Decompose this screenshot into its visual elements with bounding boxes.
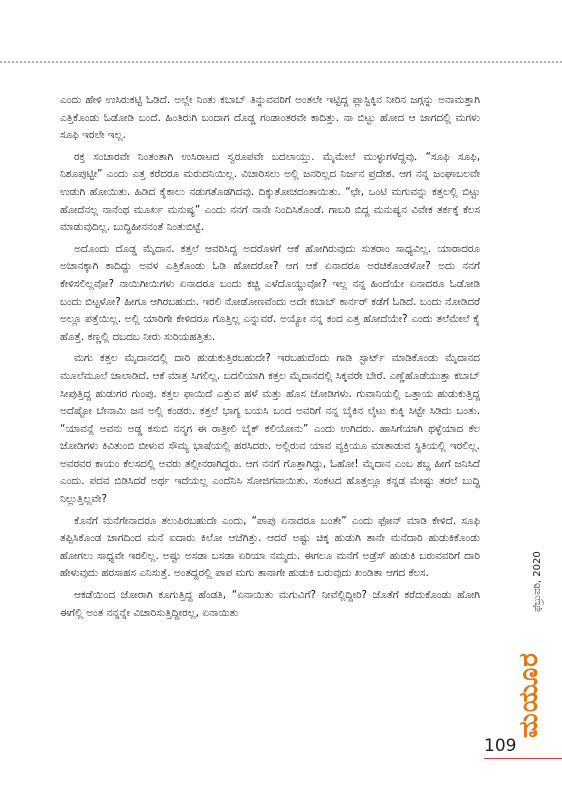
issue-date: ಫೆಬ್ರುವರಿ, 2020 — [532, 551, 543, 612]
paragraph: ರಕ್ತ ಸಂಚಾರವೇ ನಿಂತಂತಾಗಿ ಉಸಿರಾಟದ ಸ್ವರೂಪವೇ ಬದಲಾಯ್ತು. ಮೈಮೇಲೆ ಮುಳ್ಳುಗಳೆದ್ದವು. “ಸೂಫಿ ಸೂಫಿ, ನಿಶೂಪುಟ್ಟೀ” ಎಂದು ಎತ್ತ ಕರೆದರೂ ಮರುದನಿಯಿಲ್ಲ. ವಿಚಾರಿಸಲು ಅಲ್ಲಿ ಜನರಿಲ್ಲದ ನಿರ್ಜನ ಪ್ರದೇಶ. ಆಗ ನನ್ನ ಜಂಘಾಬಲವೇ ಉಡುಗಿ ಹೋಯಿತು. ಹಿಡಿದ ಕೈಕಾಲು ನಡುಗತೊಡಗಿದವು. ದಿಕ್ಕುತೋಚದಂತಾಯಿತು. “ಛೇ, ಒಂಟಿ ಮಗುವನ್ನು ಕತ್ತಲಲ್ಲಿ ಬಿಟ್ಟು ಹೋದೆನಲ್ಲ ನಾನೆಂಥ ಮೂರ್ಖ ಮನುಷ್ಯ” ಎಂದು ನನಗೆ ನಾನೇ ನಿಂದಿಸಿಕೊಂಡೆ. ಗಾಬರಿ ಬಿದ್ದ ಮನುಷ್ಯನ ವಿವೇಕ ತರ್ಕಕ್ಕೆ ಕೆಲಸ ಮಾಡುವುದಿಲ್ಲ. ಬುದ್ಧಿಹೀನನಂತೆ ನಿಂತುಬಿಟ್ಟೆ. — [60, 150, 480, 234]
page-number: 109 — [484, 736, 517, 756]
page-number-underline — [484, 758, 562, 759]
top-band — [0, 0, 562, 60]
paragraph: ಕೊನೆಗೆ ಮನೆಗೇನಾದರೂ ತಲುಪಿರಬಹುದೇ ಎಂದು, “ಪಾಪು ಏನಾದರೂ ಬಂತೇ” ಎಂದು ಫೋನ್ ಮಾಡಿ ಕೇಳಿದೆ. ಸೂಫಿ ತಪ್ಪಿಸಿಕೊಂಡ ಜಾಗದಿಂದ ಮನೆ ಐದಾರು ಕಿಲೋ ಆಚೆಗಿತ್ತು. ಆದರೆ ಅಷ್ಟು ಚಿಕ್ಕ ಹುಡುಗಿ ತಾನೇ ಮನೆದಾರಿ ಹುಡುಕಿಕೊಂಡು ಹೋಗಲು ಸಾಧ್ಯವೇ ಇರಲಿಲ್ಲ. ಅಷ್ಟು ಅಸಡಾ ಬಸಡಾ ಏರಿಯಾ ನಮ್ಮದು. ಈಗಲೂ ಮನೆಗೆ ಅಡ್ರೆಸ್ ಹುಡುಕಿ ಬರುವವರಿಗೆ ದಾರಿ ಹೇಳುವುದು ಹರಸಾಹಸ ಎನಿಸುತ್ತೆ. ಅಂತದ್ದರಲ್ಲಿ ಪಾಪ ಮಗು ತಾನಾಗೇ ಹುಡುಕಿ ಬರುವುದು ಖಂಡಿತಾ ಆಗದ ಕೆಲಸ. — [60, 514, 480, 580]
paragraph: ಮಗು ಕತ್ತಲ ಮೈದಾನದಲ್ಲಿ ದಾರಿ ಹುಡುಕುತ್ತಿರಬಹುದೇ? ಇರಬಹುದೆಂದು ಗಾಡಿ ಸ್ಟಾರ್ಟ್ ಮಾಡಿಕೊಂಡು ಮೈದಾನದ ಮೂಲೆಮೂಲೆ ಜಾಲಾಡಿದೆ. ಆಕೆ ಮಾತ್ರ ಸಿಗಲಿಲ್ಲ. ಬದಲಿಯಾಗಿ ಕತ್ತಲ ಮೈದಾನದಲ್ಲಿ ಸಿಕ್ಕವರೇ ಬೇರೆ. ಎಣ್ಣೆಹೊಡೆಯುತ್ತಾ ಕಬಾಬ್ ಸೀಪುತ್ತಿದ್ದ ಹುಡುಗರ ಗುಂಪು. ಕತ್ತಲ ಫಾಯಿದೆ ಎತ್ತುವ ಹಳೆ ಮತ್ತು ಹೊಸ ಜೋಡಿಗಳು. ಗುವಾನಿಯಲ್ಲಿ ಒತ್ತಾಯ ಹುಡುಕುತ್ತಿದ್ದ ಅದೆಷ್ಟೋ ಬೇನಾಮಿ ಜನ ಅಲ್ಲಿ ಕಂಡರು. ಕತ್ತಲೆ ಭಾಗ್ಯ ಬಯಸಿ ಬಂದ ಅವರಿಗೆ ನನ್ನ ಬೈಕಿನ ಲೈಟು ಕುಕ್ಕಿ ಸಿಟ್ಟೇ ಸಿಡಿದು ಬಂತು. “ಯಾವನ್ಲೆ ಅವನು ಅಡ್ಡ ಕಸುಬಿ ನನ್ಮಗ ಈ ರಾತ್ರೀಲಿ ಬೈಕ್ ಕಲಿಯೋನು” ಎಂದು ಉಗಿದರು. ಹಾಸಿಗೆಯಾಗಿ ಥಳ್ಳೆಯಾದ ಕೆಲ ಜೋಡಿಗಳು ಕಿವಿತುಂಬಿ ಬೀಳುವ ಸೌಮ್ಯ ಭಾಷೆಯಲ್ಲಿ ಹರಸಿದರು. ಅಲ್ಲಿರುವ ಯಾವ ವ್ಯಕ್ತಿಯೂ ಮಾತಾಡುವ ಸ್ಥಿತಿಯಲ್ಲಿ ಇರಲಿಲ್ಲ. ಅವರವರ ಕಾಯಂ ಕೆಲಸದಲ್ಲಿ ಅವರು ತಲ್ಲೀನರಾಗಿದ್ದರು. ಆಗ ನನಗೆ ಗೊತ್ತಾಗಿದ್ದು, ಓಹೋ! ಮೈದಾನ ಎಂಬ ಶಬ್ದ ಹೀಗೆ ಜನಿಸಿದೆ ಎಂದು. ಪದವ ಬಿಡಿಸಿದರೆ ಅರ್ಥ ಇದೆಯಲ್ಲ ಎಂದೆನಿಸಿ ಸೋಜಿಗವಾಯಿತು. ಸಂಕಟದ ಹೊತ್ತಲ್ಲೂ ಕನ್ನಡ ಮೇಷ್ಟು ತರಲೆ ಬುದ್ಧಿ ನಿಲ್ಲುತ್ತಿಲ್ಲವೇ? — [60, 352, 480, 506]
magazine-name: ಮಯೂರ — [514, 652, 544, 738]
paragraph: ಎಂದು ಹೇಳಿ ಉಸಿರುಕಟ್ಟಿ ಓಡಿದೆ. ಅಲ್ಲೇ ನಿಂತು ಕಬಾಬ್ ತಿನ್ನುವವರಿಗೆ ಅಂತಲೇ ಇಟ್ಟಿದ್ದ ಪ್ಲಾಸ್ಟಿಕ್ಕಿನ ನೀರಿನ ಜಗ್ಗನ್ನು ಅನಾಮತ್ತಾಗಿ ಎತ್ತಿಕೊಂಡು ಓಡೋಡಿ ಬಂದೆ. ಹಿಂತಿರುಗಿ ಬಂದಾಗ ದೊಡ್ಡ ಗಂಡಾಂತರವೇ ಕಾದಿತ್ತು. ನಾ ಬಿಟ್ಟು ಹೋದ ಆ ಜಾಗದಲ್ಲಿ ಮಗಳು ಸೂಫಿ ಇರಲೇ ಇಲ್ಲ. — [60, 94, 480, 142]
paragraph: ಆಕಡೆಯಿಂದ ಜೋರಾಗಿ ಕೂಗುತ್ತಿದ್ದ ಹೆಂಡತಿ, “ಏನಾಯಿತು ಮಗುವಿಗೆ? ನೀವೆಲ್ಲಿದ್ದೀರಿ? ಜೊತೆಗೆ ಕರೆದುಕೊಂಡು ಹೋಗಿ ಈಗೆಲ್ಲಿ ಅಂತ ನನ್ನನ್ನೇ ವಿಚಾರಿಸುತ್ತಿದ್ದೀರಲ್ಲ, ಏನಾಯಿತು — [60, 589, 480, 619]
article-body — [60, 92, 480, 626]
paragraph: ಅದೊಂದು ದೊಡ್ಡ ಮೈದಾನ. ಕತ್ತಲೆ ಆವರಿಸಿದ್ದ ಅದರೊಳಗೆ ಆಕೆ ಹೋಗಿರುವುದು ಸುತರಾಂ ಸಾಧ್ಯವಿಲ್ಲ. ಯಾರಾದರೂ ಅಚಾನಕ್ಕಾಗಿ ಕಾದಿದ್ದು ಅವಳ ಎತ್ತಿಕೊಂಡು ಓಡಿ ಹೋದರೋ? ಆಗ ಆಕೆ ಏನಾದರೂ ಅರಚಿಕೊಂಡಳೋ? ಅದು ನನಗೆ ಕೇಳಿಸಲಿಲ್ಲವೋ? ನಾಯಿಗೀಯಿಗಳು ಏನಾದರೂ ಬಂದು ಕಚ್ಚಿ ಎಳೆದೊಯ್ದುವೋ? ಇಲ್ಲ ನನ್ನ ಹಿಂದೆಯೇ ಏನಾದರೂ ಓಡೋಡಿ ಬಂದು ಬಿಟ್ಟಳೋ? ಹೀಗೂ ಆಗಿರಬಹುದು. ಇರಲಿ ನೋಡೋಣವೆಂದು ಅದೇ ಕಬಾಬ್ ಕಾರ್ನರ್ ಕಡೆಗೆ ಓಡಿದೆ. ಬಂದು ನೋಡಿದರೆ ಅಲ್ಲೂ ಪತ್ತೆಯಿಲ್ಲ. ಅಲ್ಲಿ ಯಾರಿಗೇ ಕೇಳಿದರೂ ಗೊತ್ತಿಲ್ಲ ಎನ್ನುವರೆ. ಅಯ್ಯೋ ನನ್ನ ಕಂದ ಎತ್ತ ಹೋದೆಯೇ? ಎಂದು ತಲೆಮೇಲೆ ಕೈ ಹೊತ್ತೆ. ಕಣ್ಣಲ್ಲಿ ದಬದಬ ನೀರು ಸುರಿಯಹತ್ತಿತು. — [60, 242, 480, 343]
dotted-divider — [0, 61, 562, 63]
